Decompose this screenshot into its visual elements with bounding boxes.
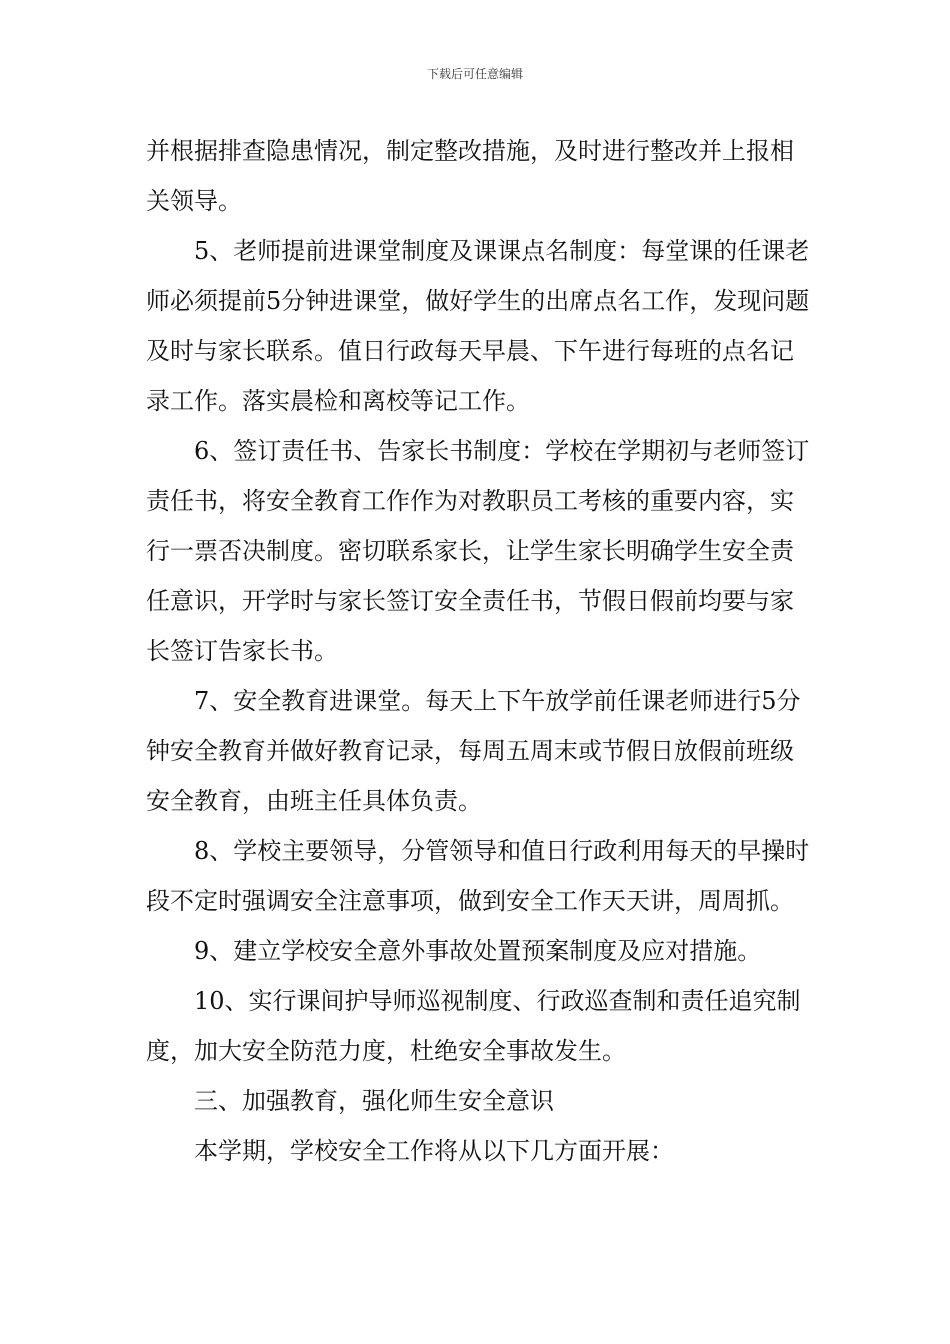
paragraph-item-5: 5、老师提前进课堂制度及课课点名制度：每堂课的任课老师必须提前5分钟进课堂，做好学生的出席点名工作，发现问题及时与家长联系。值日行政每天早晨、下午进行每班的点名记录工作。落实晨检和离校等记工作。 (146, 237, 810, 415)
paragraph-item-10: 10、实行课间护导师巡视制度、行政巡查制和责任追究制度，加大安全防范力度，杜绝安全事故发生。 (146, 987, 801, 1065)
paragraph-item-7: 7、安全教育进课堂。每天上下午放学前任课老师进行5分钟安全教育并做好教育记录，每周五周末或节假日放假前班级安全教育，由班主任具体负责。 (146, 687, 801, 815)
document-body (146, 126, 810, 1176)
paragraph-item-8: 8、学校主要领导，分管领导和值日行政利用每天的早操时段不定时强调安全注意事项，做到安全工作天天讲，周周抓。 (146, 837, 810, 915)
page-header: 下载后可任意编辑 (426, 67, 523, 81)
paragraph-continuation: 并根据排查隐患情况，制定整改措施，及时进行整改并上报相关领导。 (146, 137, 794, 215)
paragraph-intro: 本学期，学校安全工作将从以下几方面开展： (194, 1137, 674, 1165)
paragraph-item-6: 6、签订责任书、告家长书制度：学校在学期初与老师签订责任书，将安全教育工作作为对教职员工考核的重要内容，实行一票否决制度。密切联系家长，让学生家长明确学生安全责任意识，开学时与家长签订安全责任书，节假日假前均要与家长签订告家长书。 (146, 437, 810, 665)
paragraph-item-9: 9、建立学校安全意外事故处置预案制度及应对措施。 (194, 937, 762, 965)
section-heading: 三、加强教育，强化师生安全意识 (194, 1087, 554, 1115)
